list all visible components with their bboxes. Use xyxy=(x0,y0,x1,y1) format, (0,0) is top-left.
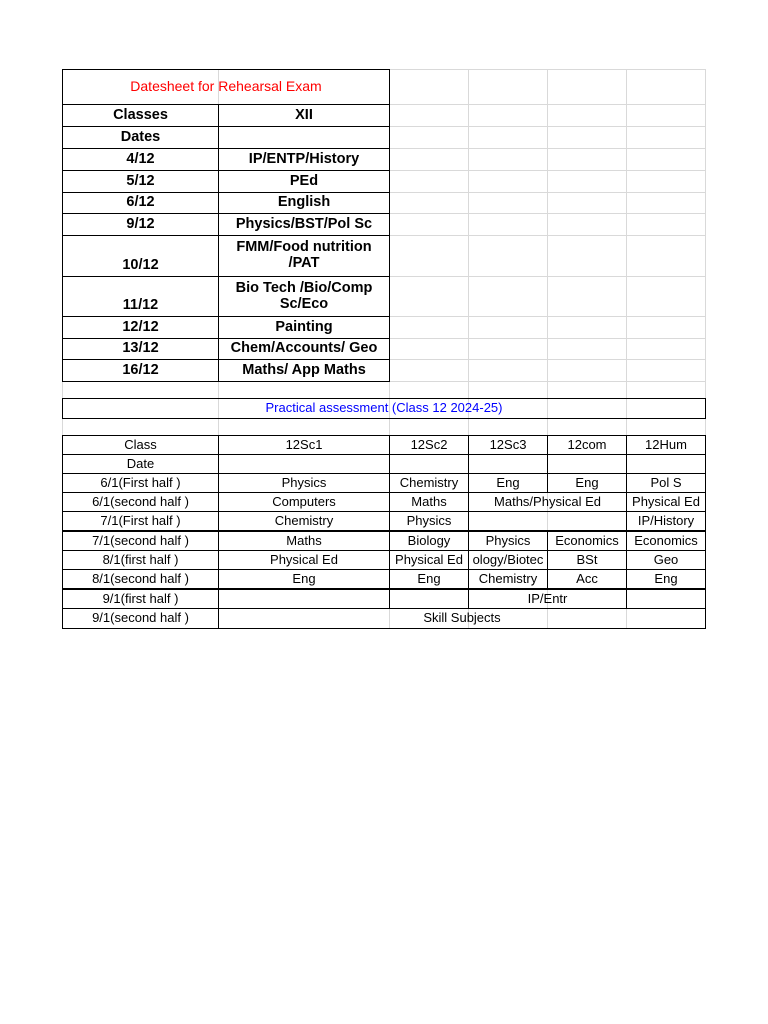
practical-cell: Chemistry xyxy=(218,511,390,531)
practical-cell-merged: IP/Entr xyxy=(468,589,627,609)
practical-cell: Pol S xyxy=(626,473,706,493)
practical-cell xyxy=(218,589,390,609)
rehearsal-subject: PEd xyxy=(218,170,390,193)
practical-empty-cell xyxy=(218,454,390,474)
practical-cell: Physics xyxy=(389,511,469,531)
practical-header-col: 12Hum xyxy=(626,435,706,455)
rehearsal-date: 12/12 xyxy=(62,316,219,339)
practical-empty-cell xyxy=(468,454,548,474)
practical-cell: Economics xyxy=(547,531,627,551)
practical-cell: Computers xyxy=(218,492,390,512)
practical-cell: BSt xyxy=(547,550,627,570)
rehearsal-subject: FMM/Food nutrition /PAT xyxy=(218,235,390,277)
practical-slot: 7/1(second half ) xyxy=(62,531,219,551)
rehearsal-subject: Physics/BST/Pol Sc xyxy=(218,213,390,236)
practical-cell: Physical Ed xyxy=(389,550,469,570)
practical-slot: 7/1(First half ) xyxy=(62,511,219,531)
practical-cell xyxy=(389,589,469,609)
rehearsal-date: 16/12 xyxy=(62,359,219,382)
practical-slot: 9/1(first half ) xyxy=(62,589,219,609)
rehearsal-subject: Painting xyxy=(218,316,390,339)
rehearsal-date: 4/12 xyxy=(62,148,219,171)
practical-cell: Chemistry xyxy=(389,473,469,493)
rehearsal-subject: English xyxy=(218,192,390,214)
rehearsal-subject: IP/ENTP/History xyxy=(218,148,390,171)
practical-cell: Maths xyxy=(218,531,390,551)
rehearsal-subject: Bio Tech /Bio/Comp Sc/Eco xyxy=(218,276,390,317)
rehearsal-date: 11/12 xyxy=(62,276,219,317)
practical-cell: Physical Ed xyxy=(218,550,390,570)
practical-cell: Physics xyxy=(468,531,548,551)
practical-cell: Biology xyxy=(389,531,469,551)
practical-cell: Chemistry xyxy=(468,569,548,589)
practical-cell: Maths xyxy=(389,492,469,512)
rehearsal-subject: Maths/ App Maths xyxy=(218,359,390,382)
practical-date-label: Date xyxy=(62,454,219,474)
practical-cell: Eng xyxy=(547,473,627,493)
practical-cell xyxy=(626,589,706,609)
practical-cell-merged: Maths/Physical Ed xyxy=(468,492,627,512)
classes-label: Classes xyxy=(62,104,219,127)
practical-cell: Eng xyxy=(626,569,706,589)
practical-header-col: 12Sc3 xyxy=(468,435,548,455)
practical-header-col: 12com xyxy=(547,435,627,455)
practical-cell: Economics xyxy=(626,531,706,551)
class-value: XII xyxy=(218,104,390,127)
rehearsal-date: 5/12 xyxy=(62,170,219,193)
practical-empty-cell xyxy=(547,454,627,474)
practical-cell: Acc xyxy=(547,569,627,589)
practical-title: Practical assessment (Class 12 2024-25) xyxy=(62,398,706,419)
rehearsal-date: 13/12 xyxy=(62,338,219,360)
practical-slot: 9/1(second half ) xyxy=(62,608,219,629)
practical-header-class: Class xyxy=(62,435,219,455)
practical-slot: 6/1(second half ) xyxy=(62,492,219,512)
rehearsal-date: 9/12 xyxy=(62,213,219,236)
practical-cell: ology/Biotec xyxy=(468,550,548,570)
rehearsal-date: 10/12 xyxy=(62,235,219,277)
practical-header-col: 12Sc1 xyxy=(218,435,390,455)
practical-cell: Eng xyxy=(468,473,548,493)
practical-header-col: 12Sc2 xyxy=(389,435,469,455)
practical-slot: 8/1(second half ) xyxy=(62,569,219,589)
practical-cell: Eng xyxy=(218,569,390,589)
rehearsal-subject: Chem/Accounts/ Geo xyxy=(218,338,390,360)
dates-empty-cell xyxy=(218,126,390,149)
practical-cell: Physics xyxy=(218,473,390,493)
practical-empty-cell xyxy=(626,454,706,474)
practical-empty-cell xyxy=(389,454,469,474)
practical-cell: Eng xyxy=(389,569,469,589)
practical-slot: 8/1(first half ) xyxy=(62,550,219,570)
rehearsal-title: Datesheet for Rehearsal Exam xyxy=(62,69,390,105)
practical-cell-merged: Skill Subjects xyxy=(218,608,706,629)
dates-label: Dates xyxy=(62,126,219,149)
practical-cell: Physical Ed xyxy=(626,492,706,512)
practical-cell: Geo xyxy=(626,550,706,570)
practical-slot: 6/1(First half ) xyxy=(62,473,219,493)
rehearsal-date: 6/12 xyxy=(62,192,219,214)
practical-cell-merged xyxy=(468,511,627,531)
practical-cell: IP/History xyxy=(626,511,706,531)
